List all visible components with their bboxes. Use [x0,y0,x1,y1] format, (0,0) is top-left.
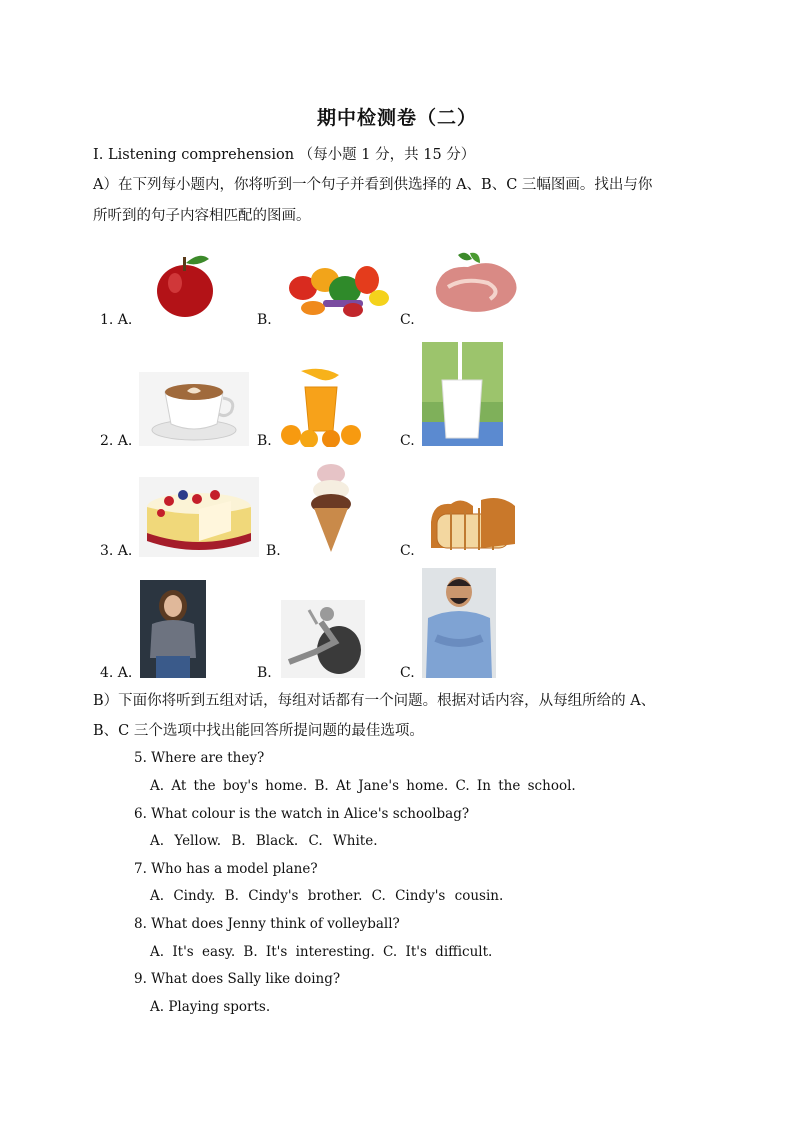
row4-label-b: B. [257,665,272,681]
row3-label-b: B. [266,543,281,559]
apple-image [145,245,225,323]
question-9-options: A. Playing sports. [150,999,271,1015]
row1-label-b: B. [257,312,272,328]
row4-label-c: C. [400,665,415,681]
woman-image [140,580,206,678]
row2-label-b: B. [257,433,272,449]
vegetables-image [283,250,395,322]
section-heading-listening: I. Listening comprehension （每小题 1 分，共 15 分） [93,147,476,163]
orange-juice-image [279,365,363,447]
meat-image [428,247,526,319]
question-6: 6. What colour is the watch in Alice's schoolbag? [134,806,470,822]
row2-label-a: 2. A. [100,433,133,449]
question-5-options: A. At the boy's home. B. At Jane's home. C. In the school. [150,778,576,794]
question-6-options: A. Yellow. B. Black. C. White. [150,833,378,849]
row1-label-c: C. [400,312,415,328]
man-image [422,568,496,678]
row3-label-c: C. [400,543,415,559]
row3-label-a: 3. A. [100,543,133,559]
question-9: 9. What does Sally like doing? [134,971,341,987]
question-7: 7. Who has a model plane? [134,861,318,877]
part-b-instruction-line1: B）下面你将听到五组对话，每组对话都有一个问题。根据对话内容，从每组所给的 A、 [93,693,656,709]
cake-image [139,477,259,557]
page-title: 期中检测卷（二） [316,107,477,129]
ice-cream-image [300,462,362,554]
question-8-options: A. It's easy. B. It's interesting. C. It's difficult. [150,944,493,960]
question-8: 8. What does Jenny think of volleyball? [134,916,400,932]
part-a-instruction-line2: 所听到的句子内容相匹配的图画。 [93,208,311,224]
part-a-instruction-line1: A）在下列每小题内，你将听到一个句子并看到供选择的 A、B、C 三幅图画。找出与你 [93,177,653,193]
sitting-figure-image [281,600,365,678]
coffee-image [139,372,249,446]
milk-image [422,342,503,446]
question-5: 5. Where are they? [134,750,265,766]
question-7-options: A. Cindy. B. Cindy's brother. C. Cindy's cousin. [150,888,504,904]
row4-label-a: 4. A. [100,665,133,681]
row1-label-a: 1. A. [100,312,133,328]
part-b-instruction-line2: B、C 三个选项中找出能回答所提问题的最佳选项。 [93,723,424,739]
row2-label-c: C. [400,433,415,449]
bread-image [421,492,519,556]
